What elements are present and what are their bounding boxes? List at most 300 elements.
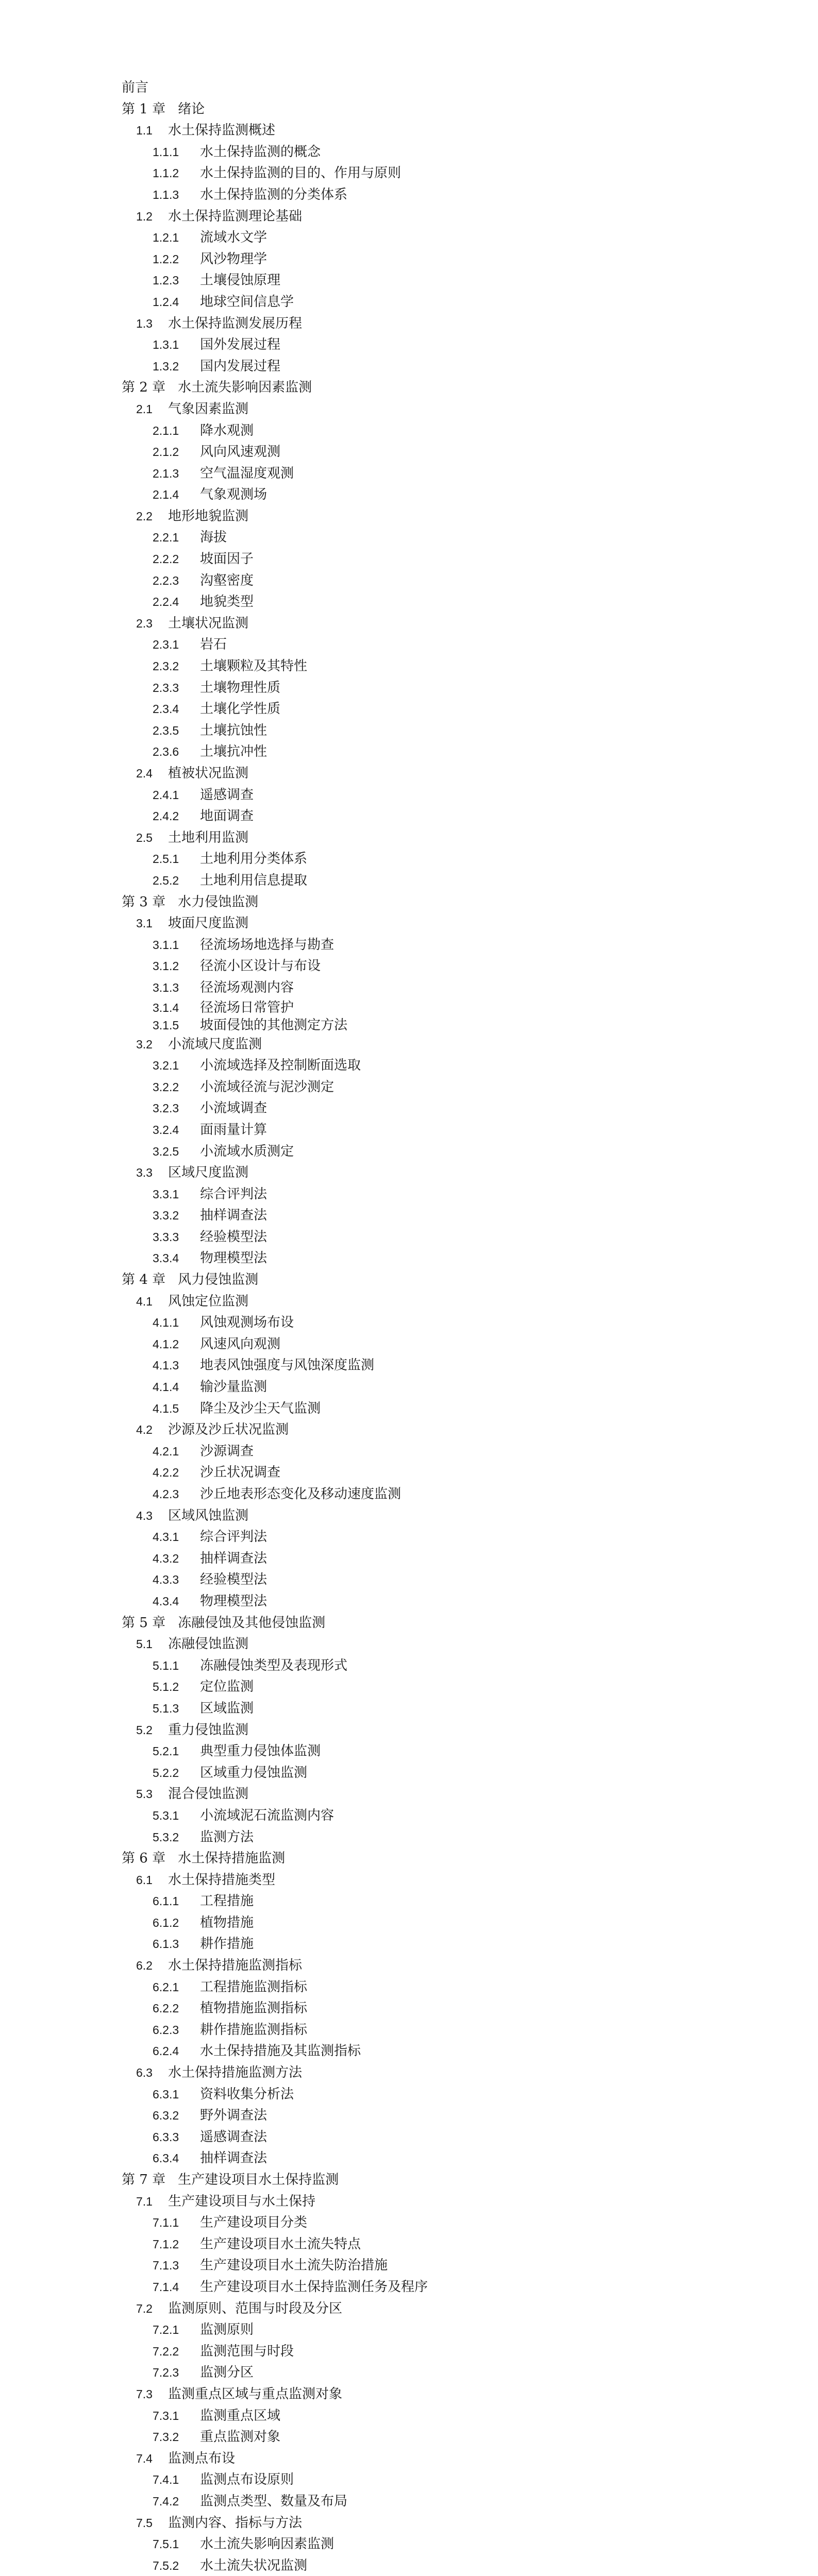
toc-number: 2.3.2 bbox=[153, 659, 179, 673]
toc-number: 2.4.1 bbox=[153, 788, 179, 802]
toc-title: 沙丘地表形态变化及移动速度监测 bbox=[200, 1486, 402, 1502]
toc-number: 7.3 bbox=[136, 2387, 153, 2401]
toc-number: 2.5.1 bbox=[153, 852, 179, 866]
toc-section[interactable] bbox=[122, 913, 740, 935]
toc-number: 4.3.1 bbox=[153, 1530, 179, 1544]
toc-title: 遥感调查法 bbox=[200, 2129, 268, 2145]
toc-subsection[interactable] bbox=[122, 1355, 740, 1377]
toc-number: 4.3.3 bbox=[153, 1573, 179, 1587]
toc-section[interactable] bbox=[122, 613, 740, 635]
toc-title: 生产建设项目水土保持监测任务及程序 bbox=[200, 2279, 428, 2295]
toc-subsection[interactable] bbox=[122, 334, 740, 356]
toc-title: 土地利用信息提取 bbox=[200, 872, 308, 888]
toc-number: 1.3.1 bbox=[153, 338, 179, 352]
toc-title: 抽样调查法 bbox=[200, 2150, 268, 2166]
toc-title: 水土保持监测的分类体系 bbox=[200, 187, 348, 202]
toc-title: 面雨量计算 bbox=[200, 1122, 268, 1138]
toc-number: 5.3 bbox=[136, 1787, 153, 1801]
toc-number: 7.2.2 bbox=[153, 2344, 179, 2358]
toc-title: 国内发展过程 bbox=[200, 358, 281, 374]
toc-number: 5.2.1 bbox=[153, 1744, 179, 1758]
toc-title: 定位监测 bbox=[200, 1679, 254, 1695]
toc-subsection[interactable] bbox=[122, 1569, 740, 1591]
toc-number: 6.3.1 bbox=[153, 2087, 179, 2101]
toc-title: 监测分区 bbox=[200, 2365, 254, 2381]
toc-title: 风速风向观测 bbox=[200, 1336, 281, 1352]
toc-number: 4.3 bbox=[136, 1509, 153, 1522]
toc-title: 坡面因子 bbox=[200, 551, 254, 567]
toc-subsection[interactable] bbox=[122, 1891, 740, 1912]
toc-title: 植物措施 bbox=[200, 1914, 254, 1930]
toc-section[interactable] bbox=[122, 2298, 740, 2320]
toc-subsection[interactable] bbox=[122, 270, 740, 292]
toc-section[interactable] bbox=[122, 1634, 740, 1655]
toc-number: 1.1.2 bbox=[153, 166, 179, 180]
toc-subsection[interactable] bbox=[122, 2427, 740, 2448]
toc-title: 风力侵蚀监测 bbox=[178, 1272, 259, 1288]
toc-title: 水土保持措施监测 bbox=[178, 1851, 286, 1867]
toc-title: 耕作措施监测指标 bbox=[200, 2022, 308, 2038]
toc-number: 5.3.2 bbox=[153, 1830, 179, 1844]
toc-number: 2.3.1 bbox=[153, 638, 179, 652]
toc-subsection[interactable] bbox=[122, 2362, 740, 2384]
toc-title: 水力侵蚀监测 bbox=[178, 894, 259, 910]
toc-number: 2.2.1 bbox=[153, 531, 179, 545]
toc-subsection[interactable] bbox=[122, 1698, 740, 1720]
toc-chapter[interactable] bbox=[122, 892, 740, 913]
toc-subsection[interactable] bbox=[122, 1484, 740, 1505]
toc-subsection[interactable] bbox=[122, 549, 740, 570]
toc-title: 降水观测 bbox=[200, 422, 254, 438]
toc-number: 6.2 bbox=[136, 1959, 153, 1973]
toc-number: 2.4 bbox=[136, 767, 153, 780]
toc-number: 7.1.3 bbox=[153, 2259, 179, 2273]
toc-title: 沙丘状况调查 bbox=[200, 1465, 281, 1481]
toc-number: 3.3.1 bbox=[153, 1187, 179, 1201]
toc-subsection[interactable] bbox=[122, 1312, 740, 1334]
toc-subsection[interactable] bbox=[122, 2212, 740, 2234]
toc-title: 水土保持措施及其监测指标 bbox=[200, 2043, 361, 2059]
toc-section[interactable] bbox=[122, 1419, 740, 1441]
toc-number: 1.3.2 bbox=[153, 359, 179, 373]
toc-number: 5.2 bbox=[136, 1723, 153, 1737]
toc-section[interactable] bbox=[122, 1955, 740, 1977]
toc-title: 土地利用监测 bbox=[168, 829, 249, 845]
toc-title: 径流小区设计与布设 bbox=[200, 958, 321, 974]
toc-number: 第 7 章 bbox=[122, 2172, 166, 2188]
toc-number: 6.3.4 bbox=[153, 2151, 179, 2165]
toc-title: 流域水文学 bbox=[200, 230, 268, 246]
toc-subsection[interactable] bbox=[122, 292, 740, 313]
toc-number: 7.5.1 bbox=[153, 2537, 179, 2551]
toc-number: 3.1.3 bbox=[153, 980, 179, 994]
toc-title: 区域监测 bbox=[200, 1700, 254, 1716]
toc-number: 2.3.3 bbox=[153, 681, 179, 694]
toc-subsection[interactable] bbox=[122, 1548, 740, 1570]
toc-number: 4.1.5 bbox=[153, 1401, 179, 1415]
toc-number: 6.1.2 bbox=[153, 1916, 179, 1929]
toc-subsection[interactable] bbox=[122, 1977, 740, 1998]
toc-section[interactable] bbox=[122, 206, 740, 228]
toc-number: 2.1.1 bbox=[153, 423, 179, 437]
toc-subsection[interactable] bbox=[122, 1805, 740, 1827]
toc-title: 经验模型法 bbox=[200, 1229, 268, 1245]
toc-subsection[interactable] bbox=[122, 1184, 740, 1206]
toc-title: 海拔 bbox=[200, 530, 227, 546]
toc-title: 遥感调查 bbox=[200, 787, 254, 803]
toc-subsection[interactable] bbox=[122, 2405, 740, 2427]
toc-number: 第 5 章 bbox=[122, 1615, 166, 1631]
toc-section[interactable] bbox=[122, 1162, 740, 1184]
toc-subsection[interactable] bbox=[122, 1077, 740, 1098]
toc-section[interactable] bbox=[122, 2448, 740, 2470]
toc-subsection[interactable] bbox=[122, 527, 740, 549]
toc-title: 坡面尺度监测 bbox=[168, 916, 249, 931]
toc-number: 6.1.1 bbox=[153, 1894, 179, 1908]
toc-title: 水土流失影响因素监测 bbox=[178, 380, 312, 396]
toc-number: 6.1 bbox=[136, 1873, 153, 1887]
toc-number: 6.1.3 bbox=[153, 1937, 179, 1951]
toc-title: 径流场日常管护 bbox=[200, 999, 294, 1015]
toc-title: 土壤化学性质 bbox=[200, 701, 281, 717]
toc-number: 1.3 bbox=[136, 316, 153, 330]
toc-title: 水土流失状况监测 bbox=[200, 2557, 308, 2573]
toc-title: 水土保持监测的概念 bbox=[200, 144, 321, 160]
toc-title: 生产建设项目水土流失特点 bbox=[200, 2236, 361, 2252]
toc-title: 区域风蚀监测 bbox=[168, 1507, 249, 1523]
toc-title: 水土保持措施监测方法 bbox=[168, 2065, 303, 2081]
toc-subsection[interactable] bbox=[122, 2341, 740, 2363]
toc-number: 3.1.5 bbox=[153, 1018, 179, 1032]
toc-number: 6.3.3 bbox=[153, 2130, 179, 2144]
toc-title: 冻融侵蚀及其他侵蚀监测 bbox=[178, 1615, 326, 1631]
toc-title: 工程措施 bbox=[200, 1893, 254, 1909]
toc-chapter[interactable] bbox=[122, 77, 740, 99]
toc-section[interactable] bbox=[122, 1034, 740, 1056]
toc-chapter[interactable] bbox=[122, 2170, 740, 2191]
toc-title: 水土流失影响因素监测 bbox=[200, 2536, 335, 2552]
toc-title: 重力侵蚀监测 bbox=[168, 1722, 249, 1738]
toc-chapter[interactable] bbox=[122, 1848, 740, 1870]
toc-number: 2.1.2 bbox=[153, 445, 179, 459]
toc-number: 3.3.4 bbox=[153, 1251, 179, 1265]
toc-title: 工程措施监测指标 bbox=[200, 1979, 308, 1995]
toc-section[interactable] bbox=[122, 827, 740, 849]
toc-title: 气象观测场 bbox=[200, 487, 268, 503]
toc-subsection[interactable] bbox=[122, 2148, 740, 2170]
toc-title: 小流域径流与泥沙测定 bbox=[200, 1079, 335, 1095]
toc-title: 沙源调查 bbox=[200, 1443, 254, 1459]
toc-number: 第 4 章 bbox=[122, 1272, 166, 1288]
toc-number: 1.2.4 bbox=[153, 295, 179, 309]
toc-subsection[interactable] bbox=[122, 1120, 740, 1141]
toc-title: 重点监测对象 bbox=[200, 2429, 281, 2445]
toc-number: 第 6 章 bbox=[122, 1851, 166, 1867]
toc-title: 资料收集分析法 bbox=[200, 2086, 294, 2102]
toc-title: 小流域选择及控制断面选取 bbox=[200, 1058, 361, 1074]
toc-subsection[interactable] bbox=[122, 1016, 740, 1034]
toc-number: 4.2 bbox=[136, 1423, 153, 1437]
toc-number: 5.3.1 bbox=[153, 1808, 179, 1822]
toc-number: 7.1 bbox=[136, 2194, 153, 2208]
toc-subsection[interactable] bbox=[122, 1141, 740, 1163]
toc-subsection[interactable] bbox=[122, 227, 740, 249]
toc-subsection[interactable] bbox=[122, 484, 740, 506]
toc-title: 风蚀观测场布设 bbox=[200, 1315, 294, 1331]
toc-number: 3.1.4 bbox=[153, 1001, 179, 1014]
toc-number: 2.5 bbox=[136, 831, 153, 844]
toc-subsection[interactable] bbox=[122, 591, 740, 613]
toc-chapter[interactable] bbox=[122, 377, 740, 399]
toc-subsection[interactable] bbox=[122, 142, 740, 163]
toc-number: 3.3.2 bbox=[153, 1209, 179, 1223]
toc-subsection[interactable] bbox=[122, 2084, 740, 2106]
toc-title: 输沙量监测 bbox=[200, 1379, 268, 1395]
toc-subsection[interactable] bbox=[122, 999, 740, 1016]
toc-title: 野外调查法 bbox=[200, 2108, 268, 2124]
toc-section[interactable] bbox=[122, 2062, 740, 2084]
toc-section[interactable] bbox=[122, 1784, 740, 1805]
toc-title: 降尘及沙尘天气监测 bbox=[200, 1400, 321, 1416]
toc-number: 7.1.2 bbox=[153, 2237, 179, 2251]
toc-subsection[interactable] bbox=[122, 806, 740, 827]
toc-number: 3.1.1 bbox=[153, 938, 179, 952]
toc-subsection[interactable] bbox=[122, 1398, 740, 1420]
toc-subsection[interactable] bbox=[122, 1934, 740, 1955]
toc-number: 5.1.1 bbox=[153, 1658, 179, 1672]
toc-section[interactable] bbox=[122, 399, 740, 420]
toc-subsection[interactable] bbox=[122, 935, 740, 956]
toc-subsection[interactable] bbox=[122, 356, 740, 378]
toc-subsection[interactable] bbox=[122, 2534, 740, 2555]
toc-number: 7.3.2 bbox=[153, 2430, 179, 2444]
toc-title: 监测点类型、数量及布局 bbox=[200, 2493, 348, 2509]
toc-subsection[interactable] bbox=[122, 699, 740, 720]
toc-title: 小流域泥石流监测内容 bbox=[200, 1807, 335, 1823]
toc-section[interactable] bbox=[122, 506, 740, 528]
toc-subsection[interactable] bbox=[122, 977, 740, 999]
toc-title: 生产建设项目水土保持监测 bbox=[178, 2172, 339, 2188]
toc-number: 6.3 bbox=[136, 2066, 153, 2080]
toc-number: 5.1.3 bbox=[153, 1701, 179, 1715]
toc-number: 4.1.3 bbox=[153, 1359, 179, 1372]
toc-title: 生产建设项目水土流失防治措施 bbox=[200, 2258, 388, 2274]
toc-subsection[interactable] bbox=[122, 2555, 740, 2576]
toc-subsection[interactable] bbox=[122, 2319, 740, 2341]
toc-title: 土壤抗蚀性 bbox=[200, 722, 268, 738]
toc-title: 监测原则、范围与时段及分区 bbox=[168, 2300, 343, 2316]
toc-number: 1.1.3 bbox=[153, 188, 179, 201]
toc-title: 经验模型法 bbox=[200, 1572, 268, 1588]
toc-subsection[interactable] bbox=[122, 1527, 740, 1548]
toc-number: 4.2.3 bbox=[153, 1487, 179, 1501]
toc-subsection[interactable] bbox=[122, 634, 740, 656]
toc-subsection[interactable] bbox=[122, 442, 740, 463]
toc-title: 植物措施监测指标 bbox=[200, 2001, 308, 2016]
toc-section[interactable] bbox=[122, 763, 740, 785]
toc-number: 1.2.1 bbox=[153, 231, 179, 245]
toc-title: 监测内容、指标与方法 bbox=[168, 2515, 303, 2531]
toc-title: 监测点布设 bbox=[168, 2450, 236, 2466]
toc-number: 4.3.4 bbox=[153, 1594, 179, 1608]
toc-title: 气象因素监测 bbox=[168, 401, 249, 417]
toc-subsection[interactable] bbox=[122, 570, 740, 592]
toc-title: 物理模型法 bbox=[200, 1593, 268, 1609]
toc-number: 2.2.2 bbox=[153, 552, 179, 566]
toc-section[interactable] bbox=[122, 1505, 740, 1527]
toc-subsection[interactable] bbox=[122, 1098, 740, 1120]
toc-number: 3.2.5 bbox=[153, 1144, 179, 1158]
toc-section[interactable] bbox=[122, 1870, 740, 1891]
toc-number: 7.4.2 bbox=[153, 2494, 179, 2508]
toc-title: 综合评判法 bbox=[200, 1529, 268, 1545]
toc-subsection[interactable] bbox=[122, 2277, 740, 2298]
toc-subsection[interactable] bbox=[122, 785, 740, 806]
toc-title: 地表风蚀强度与风蚀深度监测 bbox=[200, 1358, 375, 1374]
toc-subsection[interactable] bbox=[122, 249, 740, 270]
toc-title: 土壤颗粒及其特性 bbox=[200, 658, 308, 674]
toc-number: 第 1 章 bbox=[122, 101, 166, 117]
toc-number: 2.1 bbox=[136, 402, 153, 416]
toc-title: 区域尺度监测 bbox=[168, 1165, 249, 1181]
toc-title: 土壤抗冲性 bbox=[200, 744, 268, 760]
toc-subsection[interactable] bbox=[122, 463, 740, 485]
toc-section[interactable] bbox=[122, 1291, 740, 1313]
toc-number: 6.2.1 bbox=[153, 1980, 179, 1994]
toc-subsection[interactable] bbox=[122, 2234, 740, 2256]
toc-title: 空气温湿度观测 bbox=[200, 465, 294, 481]
toc-subsection[interactable] bbox=[122, 2105, 740, 2127]
toc-section[interactable] bbox=[122, 2191, 740, 2213]
toc-title: 小流域水质测定 bbox=[200, 1143, 294, 1159]
toc-subsection[interactable] bbox=[122, 2255, 740, 2277]
toc-subsection[interactable] bbox=[122, 656, 740, 677]
toc-title: 水土保持措施监测指标 bbox=[168, 1958, 303, 1974]
toc-number: 4.1.1 bbox=[153, 1316, 179, 1330]
toc-number: 4.2.2 bbox=[153, 1466, 179, 1480]
toc-number: 3.2.1 bbox=[153, 1059, 179, 1073]
toc-number: 7.5.2 bbox=[153, 2558, 179, 2572]
toc-title: 地貌类型 bbox=[200, 594, 254, 610]
toc-number: 1.2 bbox=[136, 209, 153, 223]
toc-number: 3.2.2 bbox=[153, 1080, 179, 1094]
toc-title: 水土保持措施类型 bbox=[168, 1872, 276, 1888]
toc-title: 前言 bbox=[122, 80, 149, 95]
toc-subsection[interactable] bbox=[122, 1591, 740, 1613]
toc-subsection[interactable] bbox=[122, 677, 740, 699]
toc-title: 抽样调查法 bbox=[200, 1208, 268, 1224]
toc-title: 岩石 bbox=[200, 637, 227, 653]
toc-subsection[interactable] bbox=[122, 184, 740, 206]
toc-number: 2.5.2 bbox=[153, 873, 179, 887]
toc-title: 风沙物理学 bbox=[200, 251, 268, 267]
toc-subsection[interactable] bbox=[122, 720, 740, 742]
toc-title: 地面调查 bbox=[200, 808, 254, 824]
toc-subsection[interactable] bbox=[122, 1655, 740, 1677]
toc-section[interactable] bbox=[122, 120, 740, 142]
toc-subsection[interactable] bbox=[122, 1762, 740, 1784]
toc-subsection[interactable] bbox=[122, 870, 740, 892]
toc-number: 1.2.3 bbox=[153, 274, 179, 287]
toc-section[interactable] bbox=[122, 313, 740, 335]
toc-subsection[interactable] bbox=[122, 849, 740, 870]
toc-title: 监测方法 bbox=[200, 1829, 254, 1845]
toc-title: 土壤状况监测 bbox=[168, 615, 249, 631]
toc-title: 沟壑密度 bbox=[200, 572, 254, 588]
toc-subsection[interactable] bbox=[122, 1334, 740, 1355]
toc-title: 生产建设项目分类 bbox=[200, 2215, 308, 2231]
table-of-contents bbox=[122, 77, 740, 2576]
toc-subsection[interactable] bbox=[122, 1205, 740, 1227]
toc-title: 小流域调查 bbox=[200, 1100, 268, 1116]
toc-subsection[interactable] bbox=[122, 741, 740, 763]
toc-number: 3.2.4 bbox=[153, 1123, 179, 1137]
toc-subsection[interactable] bbox=[122, 1377, 740, 1398]
toc-subsection[interactable] bbox=[122, 1827, 740, 1849]
toc-subsection[interactable] bbox=[122, 163, 740, 184]
toc-subsection[interactable] bbox=[122, 2469, 740, 2491]
toc-number: 第 2 章 bbox=[122, 380, 166, 396]
toc-number: 4.2.1 bbox=[153, 1444, 179, 1458]
toc-subsection[interactable] bbox=[122, 1676, 740, 1698]
toc-number: 4.1 bbox=[136, 1294, 153, 1308]
toc-subsection[interactable] bbox=[122, 2020, 740, 2041]
toc-title: 小流域尺度监测 bbox=[168, 1036, 262, 1052]
toc-chapter[interactable] bbox=[122, 99, 740, 121]
toc-subsection[interactable] bbox=[122, 2127, 740, 2148]
toc-title: 冻融侵蚀类型及表现形式 bbox=[200, 1657, 348, 1673]
toc-title: 地球空间信息学 bbox=[200, 294, 294, 310]
toc-number: 1.1 bbox=[136, 124, 153, 138]
toc-subsection[interactable] bbox=[122, 1462, 740, 1484]
toc-subsection[interactable] bbox=[122, 1741, 740, 1762]
toc-title: 物理模型法 bbox=[200, 1250, 268, 1266]
toc-number: 2.1.4 bbox=[153, 488, 179, 502]
toc-number: 7.3.1 bbox=[153, 2409, 179, 2422]
toc-number: 2.2 bbox=[136, 509, 153, 523]
toc-section[interactable] bbox=[122, 2513, 740, 2534]
toc-subsection[interactable] bbox=[122, 1441, 740, 1463]
toc-subsection[interactable] bbox=[122, 1055, 740, 1077]
toc-subsection[interactable] bbox=[122, 1227, 740, 1248]
toc-title: 绪论 bbox=[178, 101, 205, 117]
toc-number: 6.2.4 bbox=[153, 2044, 179, 2058]
toc-subsection[interactable] bbox=[122, 1248, 740, 1269]
toc-section[interactable] bbox=[122, 2384, 740, 2405]
toc-title: 地形地貌监测 bbox=[168, 508, 249, 524]
toc-subsection[interactable] bbox=[122, 956, 740, 977]
toc-section[interactable] bbox=[122, 1720, 740, 1741]
toc-number: 1.2.2 bbox=[153, 252, 179, 266]
toc-chapter[interactable] bbox=[122, 1269, 740, 1291]
toc-title: 生产建设项目与水土保持 bbox=[168, 2193, 316, 2209]
toc-number: 3.3 bbox=[136, 1166, 153, 1180]
toc-title: 土壤物理性质 bbox=[200, 680, 281, 696]
toc-chapter[interactable] bbox=[122, 1613, 740, 1634]
toc-number: 2.3 bbox=[136, 616, 153, 630]
toc-number: 7.2.3 bbox=[153, 2366, 179, 2380]
toc-title: 坡面侵蚀的其他测定方法 bbox=[200, 1017, 348, 1033]
toc-subsection[interactable] bbox=[122, 1998, 740, 2020]
toc-title: 水土保持监测的目的、作用与原则 bbox=[200, 165, 402, 181]
toc-subsection[interactable] bbox=[122, 2041, 740, 2062]
toc-subsection[interactable] bbox=[122, 1912, 740, 1934]
toc-number: 7.4 bbox=[136, 2451, 153, 2465]
toc-title: 区域重力侵蚀监测 bbox=[200, 1765, 308, 1781]
toc-subsection[interactable] bbox=[122, 2491, 740, 2513]
toc-subsection[interactable] bbox=[122, 420, 740, 442]
toc-number: 3.1.2 bbox=[153, 959, 179, 973]
